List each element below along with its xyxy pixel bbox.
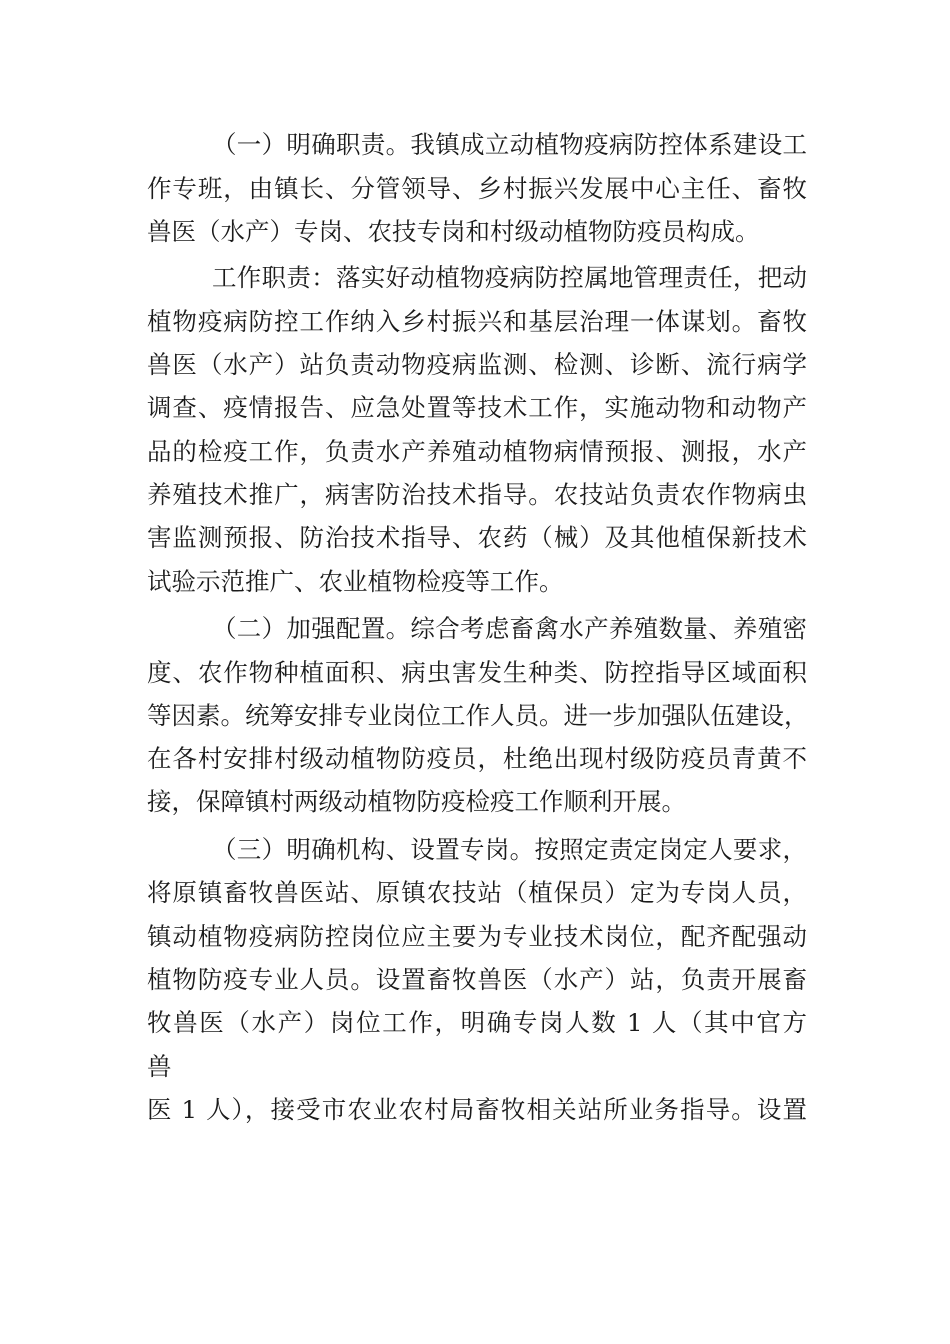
paragraph-2-line-5: 品的检疫工作，负责水产养殖动植物病情预报、测报，水产 bbox=[147, 437, 807, 466]
paragraph-3-line-3: 等因素。统筹安排专业岗位工作人员。进一步加强队伍建设， bbox=[147, 701, 809, 730]
paragraph-2-line-7: 害监测预报、防治技术指导、农药（械）及其他植保新技术 bbox=[147, 523, 807, 552]
paragraph-2-line-8: 试验示范推广、农业植物检疫等工作。 bbox=[147, 567, 564, 596]
paragraph-4-line-1: （三）明确机构、设置专岗。按照定责定岗定人要求， bbox=[212, 835, 807, 864]
paragraph-4-line-6: 兽 bbox=[147, 1052, 172, 1081]
paragraph-3-line-2: 度、农作物种植面积、病虫害发生种类、防控指导区域面积 bbox=[147, 658, 807, 687]
paragraph-1-line-3: 兽医（水产）专岗、农技专岗和村级动植物防疫员构成。 bbox=[147, 217, 760, 246]
paragraph-2-line-6: 养殖技术推广，病害防治技术指导。农技站负责农作物病虫 bbox=[147, 480, 807, 509]
paragraph-2-line-2: 植物疫病防控工作纳入乡村振兴和基层治理一体谋划。畜牧 bbox=[147, 307, 807, 336]
paragraph-2-line-3: 兽医（水产）站负责动物疫病监测、检测、诊断、流行病学 bbox=[147, 350, 807, 379]
paragraph-4-line-3: 镇动植物疫病防控岗位应主要为专业技术岗位，配齐配强动 bbox=[147, 922, 807, 951]
paragraph-3-line-1: （二）加强配置。综合考虑畜禽水产养殖数量、养殖密 bbox=[212, 614, 807, 643]
paragraph-3-line-5: 接，保障镇村两级动植物防疫检疫工作顺利开展。 bbox=[147, 787, 686, 816]
paragraph-1-line-2: 作专班，由镇长、分管领导、乡村振兴发展中心主任、畜牧 bbox=[147, 174, 807, 203]
paragraph-4-line-7: 医 1 人），接受市农业农村局畜牧相关站所业务指导。设置 bbox=[147, 1095, 807, 1124]
paragraph-4-line-2: 将原镇畜牧兽医站、原镇农技站（植保员）定为专岗人员， bbox=[147, 878, 807, 907]
paragraph-2-line-1: 工作职责：落实好动植物疫病防控属地管理责任，把动 bbox=[212, 263, 807, 292]
paragraph-4-line-4: 植物防疫专业人员。设置畜牧兽医（水产）站，负责开展畜 bbox=[147, 965, 807, 994]
paragraph-3-line-4: 在各村安排村级动植物防疫员，杜绝出现村级防疫员青黄不 bbox=[147, 744, 807, 773]
paragraph-1-line-1: （一）明确职责。我镇成立动植物疫病防控体系建设工 bbox=[212, 130, 807, 159]
paragraph-4-line-5: 牧兽医（水产）岗位工作，明确专岗人数 1 人（其中官方 bbox=[147, 1008, 807, 1037]
paragraph-2-line-4: 调查、疫情报告、应急处置等技术工作，实施动物和动物产 bbox=[147, 393, 807, 422]
